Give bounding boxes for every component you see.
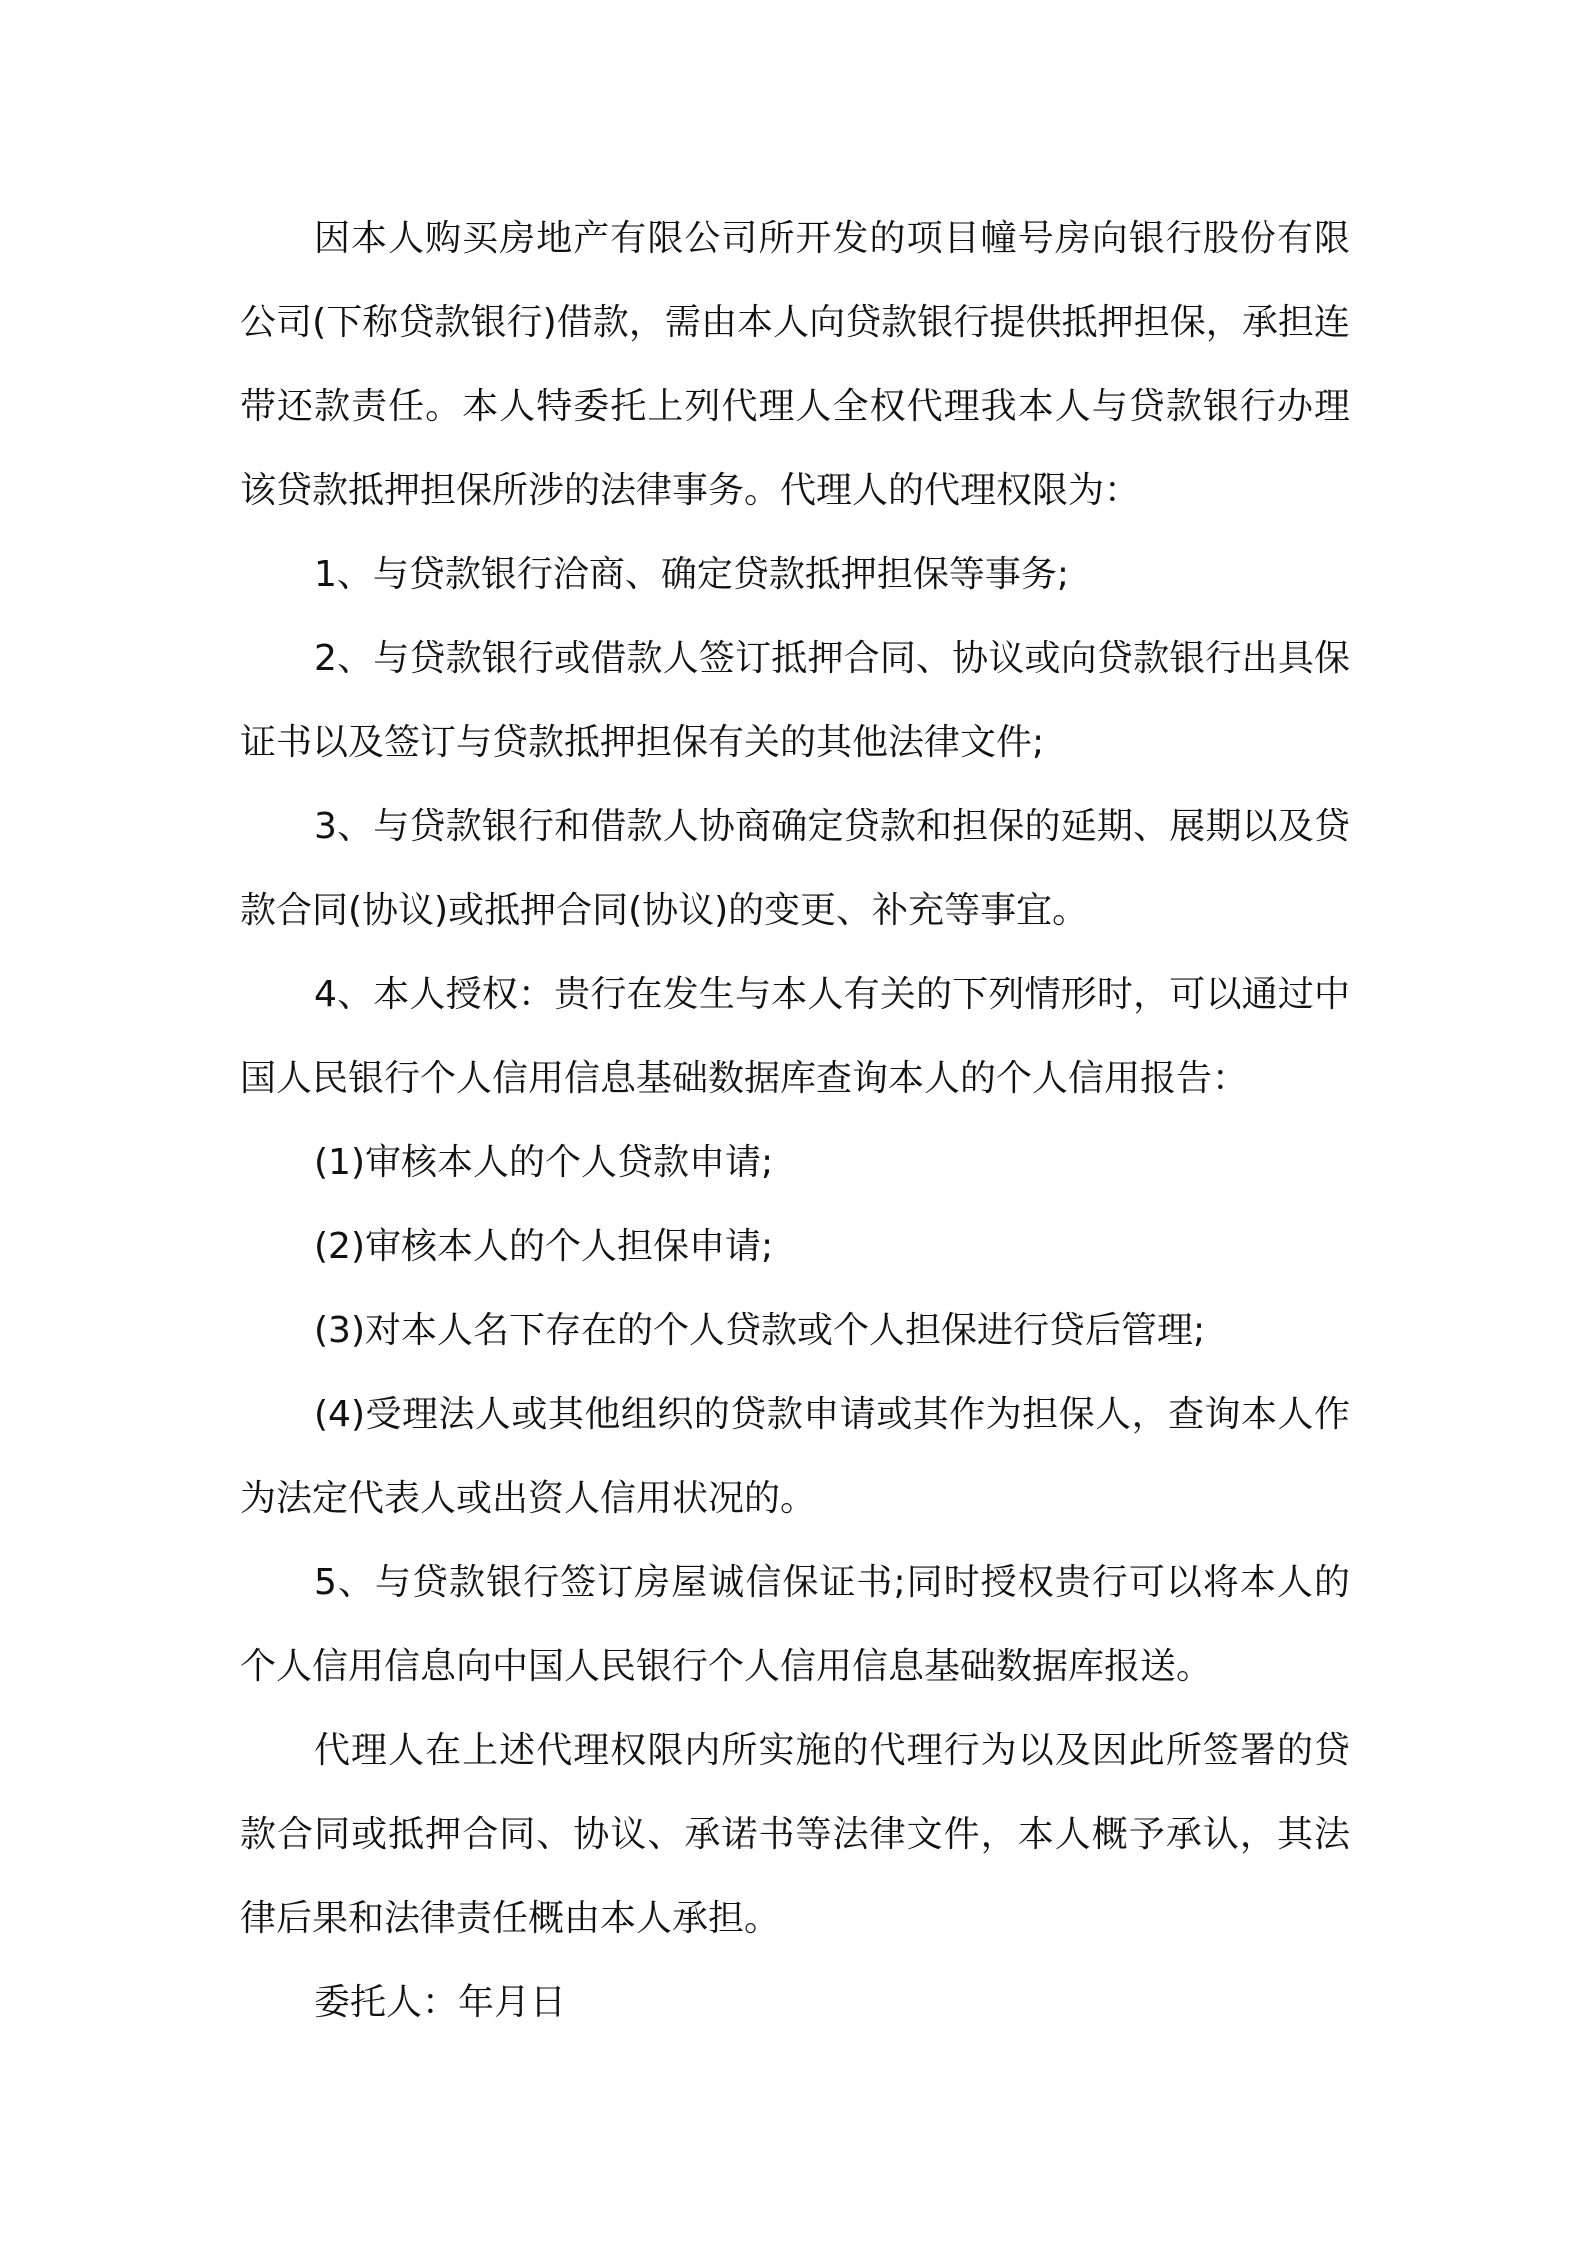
document-body (240, 197, 1350, 2045)
acknowledgement-paragraph: 代理人在上述代理权限内所实施的代理行为以及因此所签署的贷款合同或抵押合同、协议、承诺书等法律文件，本人概予承认，其法律后果和法律责任概由本人承担。 (240, 1730, 1350, 1939)
authority-item-2: 2、与贷款银行或借款人签订抵押合同、协议或向贷款银行出具保证书以及签订与贷款抵押担保有关的其他法律文件; (240, 638, 1350, 763)
authority-item-3: 3、与贷款银行和借款人协商确定贷款和担保的延期、展期以及贷款合同(协议)或抵押合同(协议)的变更、补充等事宜。 (240, 806, 1350, 931)
sub-item-1: (1)审核本人的个人贷款申请; (314, 1142, 774, 1183)
sub-item-3: (3)对本人名下存在的个人贷款或个人担保进行贷后管理; (314, 1310, 1206, 1351)
intro-paragraph: 因本人购买房地产有限公司所开发的项目幢号房向银行股份有限公司(下称贷款银行)借款，需由本人向贷款银行提供抵押担保，承担连带还款责任。本人特委托上列代理人全权代理我本人与贷款银行办理该贷款抵押担保所涉的法律事务。代理人的代理权限为： (240, 218, 1350, 511)
authority-item-1: 1、与贷款银行洽商、确定贷款抵押担保等事务; (314, 554, 1070, 595)
authority-item-4: 4、本人授权：贵行在发生与本人有关的下列情形时，可以通过中国人民银行个人信用信息基础数据库查询本人的个人信用报告： (240, 974, 1350, 1099)
signature-line: 委托人：年月日 (314, 1982, 567, 2023)
authority-item-5: 5、与贷款银行签订房屋诚信保证书;同时授权贵行可以将本人的个人信用信息向中国人民银行个人信用信息基础数据库报送。 (240, 1562, 1350, 1687)
sub-item-4: (4)受理法人或其他组织的贷款申请或其作为担保人，查询本人作为法定代表人或出资人信用状况的。 (240, 1394, 1350, 1519)
sub-item-2: (2)审核本人的个人担保申请; (314, 1226, 774, 1267)
